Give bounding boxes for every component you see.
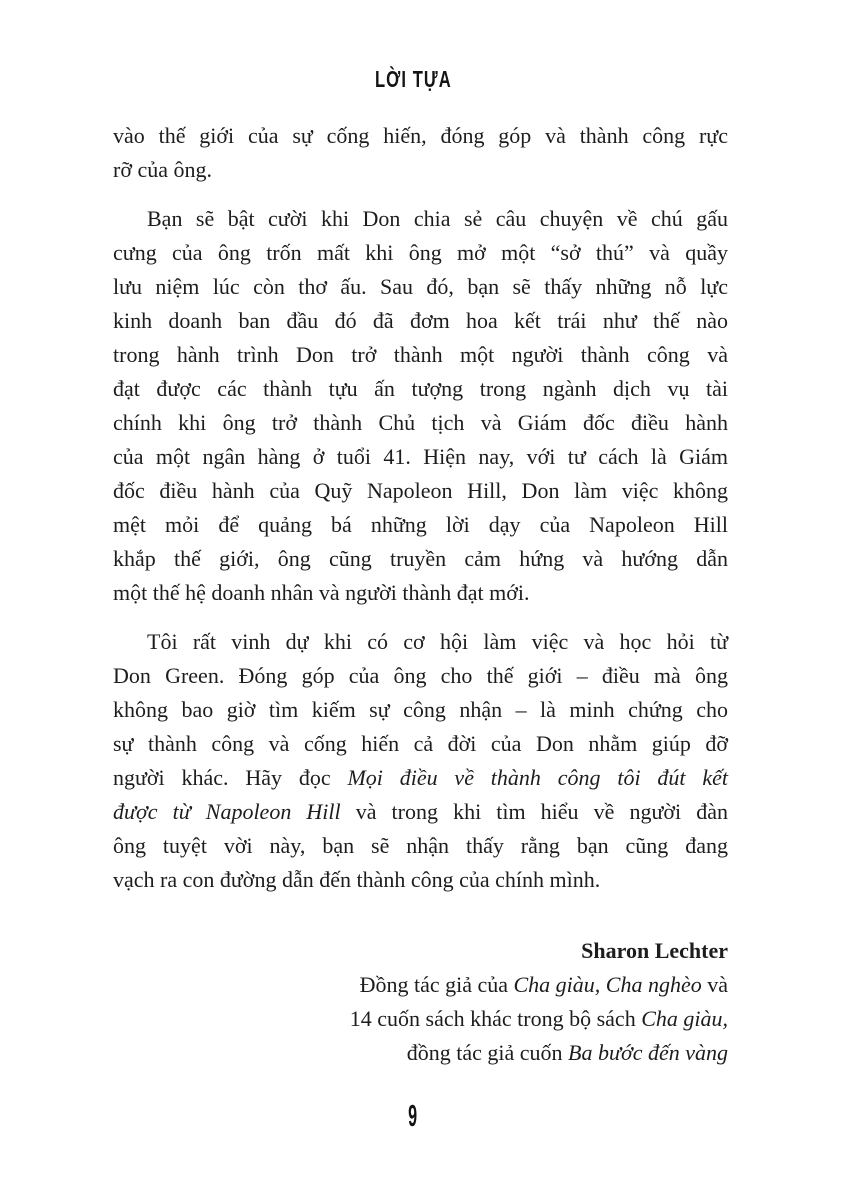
text-run: người khác. Hãy đọc	[113, 765, 348, 790]
text-run: mệt mỏi để quảng bá những lời dạy của Napoleon Hill	[113, 512, 728, 537]
text-line	[113, 119, 728, 153]
italic-title: Mọi điều về thành công tôi đút kết	[347, 765, 728, 790]
text-line	[113, 372, 728, 406]
signature-credits	[113, 968, 728, 1070]
text-run: Đồng tác giả của	[359, 972, 514, 997]
paragraph	[113, 119, 728, 187]
text-run: và trong khi tìm hiểu về người đàn	[340, 799, 728, 824]
signature-block	[113, 934, 728, 1070]
text-run: vạch ra con đường dẫn đến thành công của chính mình.	[113, 867, 601, 892]
text-run: cưng của ông trốn mất khi ông mở một “sở thú” và quầy	[113, 240, 728, 265]
text-line	[113, 863, 728, 897]
running-head	[0, 66, 826, 93]
text-run: chính khi ông trở thành Chủ tịch và Giám đốc điều hành	[113, 410, 728, 435]
text-run: một thế hệ doanh nhân và người thành đạt mới.	[113, 580, 530, 605]
text-line	[113, 474, 728, 508]
text-line	[113, 795, 728, 829]
text-run: của một ngân hàng ở tuổi 41. Hiện nay, với tư cách là Giám	[113, 444, 728, 469]
text-run: đồng tác giả cuốn	[406, 1040, 569, 1065]
text-line	[113, 693, 728, 727]
text-line	[113, 304, 728, 338]
text-run: và	[701, 972, 728, 997]
text-line	[113, 576, 728, 610]
text-line	[113, 153, 728, 187]
text-run: trong hành trình Don trở thành một người thành công và	[113, 342, 728, 367]
text-line	[113, 625, 728, 659]
text-run: Don Green. Đóng góp của ông cho thế giới – điều mà ông	[113, 663, 728, 688]
text-line	[113, 659, 728, 693]
text-run: vào thế giới của sự cống hiến, đóng góp và thành công rực	[113, 123, 728, 148]
paragraph	[113, 202, 728, 610]
chapter-title: LỜI TỰA	[374, 66, 452, 92]
text-line	[113, 202, 728, 236]
text-line	[113, 440, 728, 474]
italic-title: Ba bước đến vàng	[568, 1040, 728, 1065]
signature-credit-line	[113, 1002, 728, 1036]
text-run: đạt được các thành tựu ấn tượng trong ngành dịch vụ tài	[113, 376, 728, 401]
paragraph	[113, 625, 728, 897]
text-line	[113, 829, 728, 863]
text-run: ông tuyệt vời này, bạn sẽ nhận thấy rằng bạn cũng đang	[113, 833, 728, 858]
text-line	[113, 727, 728, 761]
text-line	[113, 236, 728, 270]
italic-title: được từ Napoleon Hill	[113, 799, 341, 824]
text-run: rỡ của ông.	[113, 157, 212, 182]
text-run: khắp thế giới, ông cũng truyền cảm hứng và hướng dẫn	[113, 546, 728, 571]
text-run: kinh doanh ban đầu đó đã đơm hoa kết trái như thế nào	[113, 308, 728, 333]
italic-title: Cha giàu, Cha nghèo	[513, 972, 702, 997]
text-run: không bao giờ tìm kiếm sự công nhận – là minh chứng cho	[113, 697, 728, 722]
body-text	[113, 119, 728, 897]
text-run: Bạn sẽ bật cười khi Don chia sẻ câu chuyện về chú gấu	[147, 206, 728, 231]
text-line	[113, 761, 728, 795]
text-run: sự thành công và cống hiến cả đời của Don nhằm giúp đỡ	[113, 731, 728, 756]
text-run: 14 cuốn sách khác trong bộ sách	[349, 1006, 642, 1031]
text-line	[113, 542, 728, 576]
text-line	[113, 338, 728, 372]
signature-name: Sharon Lechter	[581, 938, 728, 963]
text-line	[113, 406, 728, 440]
text-line	[113, 270, 728, 304]
page-footer	[0, 1098, 826, 1134]
text-line	[113, 508, 728, 542]
text-run: đốc điều hành của Quỹ Napoleon Hill, Don làm việc không	[113, 478, 728, 503]
page-number: 9	[408, 1098, 418, 1133]
text-run: Tôi rất vinh dự khi có cơ hội làm việc và học hỏi từ	[147, 629, 728, 654]
signature-credit-line	[113, 1036, 728, 1070]
signature-credit-line	[113, 968, 728, 1002]
italic-title: Cha giàu,	[641, 1006, 728, 1031]
text-run: lưu niệm lúc còn thơ ấu. Sau đó, bạn sẽ thấy những nỗ lực	[113, 274, 728, 299]
